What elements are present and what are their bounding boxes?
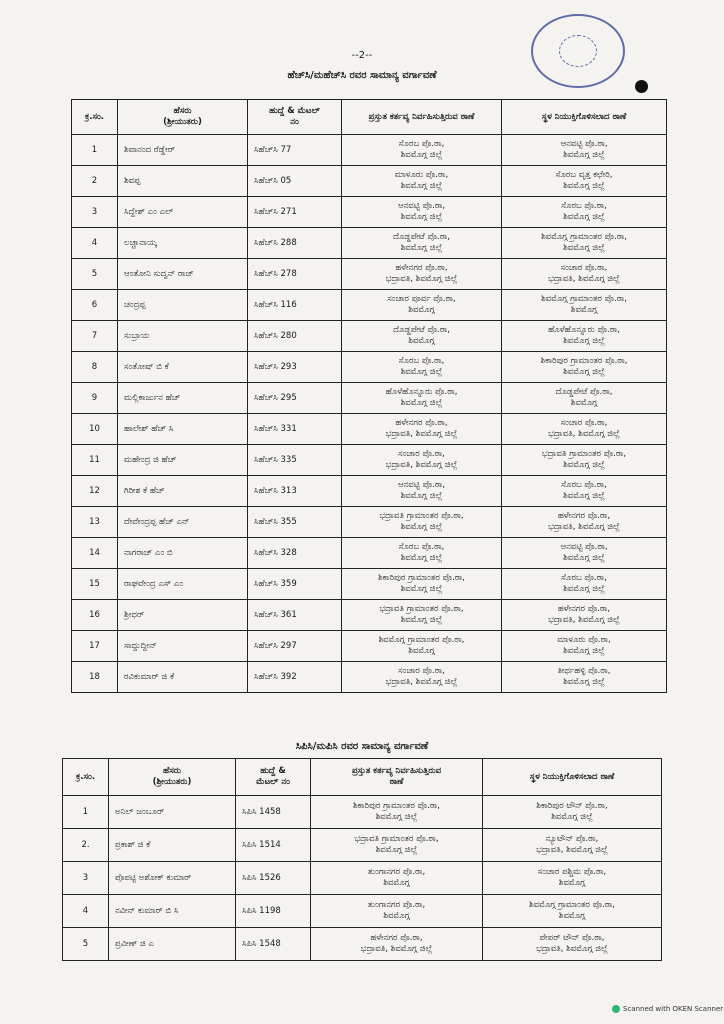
cell-current-station: ಸಂಚಾರ ಪೂರ್ವ ಪೊ.ಠಾ, ಶಿವಮೊಗ್ಗ — [342, 290, 502, 321]
cell-designation: ಸಿಹೆಚ್‌ಸಿ 293 — [248, 352, 342, 383]
cell-name: ಲಚ್ಚಾನಾಯ್ಕ — [118, 228, 248, 259]
cell-sl: 11 — [72, 445, 118, 476]
ink-dot — [635, 80, 648, 93]
cell-designation: ಸಿಹೆಚ್‌ಸಿ 331 — [248, 414, 342, 445]
cell-posted-station: ಸಂಚಾರ ಪೊ.ಠಾ, ಭದ್ರಾವತಿ, ಶಿವಮೊಗ್ಗ ಜಿಲ್ಲೆ — [502, 259, 667, 290]
cell-sl: 1 — [72, 135, 118, 166]
cell-name: ಸಂತೋಷ್ ಬಿ ಕೆ — [118, 352, 248, 383]
table-row — [72, 445, 667, 476]
cell-sl: 5 — [63, 928, 109, 961]
cell-current-station: ಶಿಕಾರಿಪುರ ಗ್ರಾಮಾಂತರ ಪೊ.ಠಾ, ಶಿವಮೊಗ್ಗ ಜಿಲ್ಲೆ — [311, 796, 483, 829]
cell-designation: ಸಿಹೆಚ್‌ಸಿ 335 — [248, 445, 342, 476]
table-row — [72, 631, 667, 662]
cell-designation: ಸಿಹೆಚ್‌ಸಿ 280 — [248, 321, 342, 352]
cell-designation: ಸಿಹೆಚ್‌ಸಿ 355 — [248, 507, 342, 538]
cell-sl: 13 — [72, 507, 118, 538]
header-name: ಹೆಸರು (ಶ್ರೀಯುತರು) — [109, 759, 236, 796]
cell-name: ಸಾದ್ದುದ್ದೀನ್ — [118, 631, 248, 662]
table-row — [72, 476, 667, 507]
cell-current-station: ಹಳೇನಗರ ಪೊ.ಠಾ, ಭದ್ರಾವತಿ, ಶಿವಮೊಗ್ಗ ಜಿಲ್ಲೆ — [342, 259, 502, 290]
hc-transfer-table — [71, 99, 667, 693]
table-row — [72, 600, 667, 631]
pc-transfer-table — [62, 758, 662, 961]
table-header-row — [72, 100, 667, 135]
cell-designation: ಸಿಹೆಚ್‌ಸಿ 278 — [248, 259, 342, 290]
section1-title: ಹೆಚ್‌ಸಿ/ಮಹೆಚ್‌ಸಿ ರವರ ಸಾಮಾನ್ಯ ವರ್ಗಾವಣೆ — [287, 70, 437, 81]
table-row — [72, 197, 667, 228]
cell-posted-station: ಶಿವಮೊಗ್ಗ ಗ್ರಾಮಾಂತರ ಪೊ.ಠಾ, ಶಿವಮೊಗ್ಗ ಜಿಲ್ಲೆ — [502, 228, 667, 259]
cell-posted-station: ದೊಡ್ಡಪೇಟೆ ಪೊ.ಠಾ, ಶಿವಮೊಗ್ಗ — [502, 383, 667, 414]
table-row — [72, 166, 667, 197]
cell-name: ಗಿರೀಶ ಕೆ ಹೆಚ್ — [118, 476, 248, 507]
cell-posted-station: ಸೊರಬ ಪೊ.ಠಾ, ಶಿವಮೊಗ್ಗ ಜಿಲ್ಲೆ — [502, 197, 667, 228]
table-row — [72, 290, 667, 321]
scanner-logo-icon — [612, 1005, 620, 1013]
cell-current-station: ಸಂಚಾರ ಪೊ.ಠಾ, ಭದ್ರಾವತಿ, ಶಿವಮೊಗ್ಗ ಜಿಲ್ಲೆ — [342, 445, 502, 476]
cell-current-station: ಸಂಚಾರ ಪೊ.ಠಾ, ಭದ್ರಾವತಿ, ಶಿವಮೊಗ್ಗ ಜಿಲ್ಲೆ — [342, 662, 502, 693]
cell-name: ರವಿಕುಮಾರ್ ಜಿ ಕೆ — [118, 662, 248, 693]
cell-sl: 9 — [72, 383, 118, 414]
table-row — [72, 538, 667, 569]
cell-current-station: ಸೊರಬ ಪೊ.ಠಾ, ಶಿವಮೊಗ್ಗ ಜಿಲ್ಲೆ — [342, 538, 502, 569]
cell-name: ಪ್ರವೀಣ್ ಜಿ ಎ — [109, 928, 236, 961]
table-header-row — [63, 759, 662, 796]
cell-posted-station: ಸೊರಬ ವೃತ್ತ ಕಛೇರಿ, ಶಿವಮೊಗ್ಗ ಜಿಲ್ಲೆ — [502, 166, 667, 197]
cell-name: ಮಲ್ಲಿಕಾರ್ಜುನ ಹೆಚ್ — [118, 383, 248, 414]
table-row — [72, 135, 667, 166]
cell-posted-station: ತೀರ್ಥಹಳ್ಳಿ ಪೊ.ಠಾ, ಶಿವಮೊಗ್ಗ ಜಿಲ್ಲೆ — [502, 662, 667, 693]
cell-sl: 17 — [72, 631, 118, 662]
table-row — [63, 895, 662, 928]
section2-title: ಸಿಪಿಸಿ/ಮಪಿಸಿ ರವರ ಸಾಮಾನ್ಯ ವರ್ಗಾವಣೆ — [295, 741, 429, 752]
cell-sl: 7 — [72, 321, 118, 352]
cell-posted-station: ಸೊರಬ ಪೊ.ಠಾ, ಶಿವಮೊಗ್ಗ ಜಿಲ್ಲೆ — [502, 476, 667, 507]
cell-sl: 3 — [63, 862, 109, 895]
table-row — [72, 228, 667, 259]
header-sl: ಕ್ರ.ಸಂ. — [63, 759, 109, 796]
cell-name: ದೇವೇಂದ್ರಪ್ಪ ಹೆಚ್ ಎನ್ — [118, 507, 248, 538]
cell-sl: 15 — [72, 569, 118, 600]
cell-posted-station: ಶಿಕಾರಿಪುರ ಗ್ರಾಮಾಂತರ ಪೊ.ಠಾ, ಶಿವಮೊಗ್ಗ ಜಿಲ್ಲೆ — [502, 352, 667, 383]
cell-designation: ಸಿಹೆಚ್‌ಸಿ 297 — [248, 631, 342, 662]
table-row — [63, 928, 662, 961]
cell-current-station: ಭದ್ರಾವತಿ ಗ್ರಾಮಾಂತರ ಪೊ.ಠಾ, ಶಿವಮೊಗ್ಗ ಜಿಲ್ಲೆ — [342, 600, 502, 631]
cell-posted-station: ನ್ಯೂಟೌನ್ ಪೊ.ಠಾ, ಭದ್ರಾವತಿ, ಶಿವಮೊಗ್ಗ ಜಿಲ್ಲೆ — [483, 829, 662, 862]
cell-current-station: ಆನವಟ್ಟಿ ಪೊ.ಠಾ, ಶಿವಮೊಗ್ಗ ಜಿಲ್ಲೆ — [342, 476, 502, 507]
cell-designation: ಸಿಹೆಚ್‌ಸಿ 361 — [248, 600, 342, 631]
header-name: ಹೆಸರು (ಶ್ರೀಯುತರು) — [118, 100, 248, 135]
cell-designation: ಸಿಪಿಸಿ 1514 — [236, 829, 311, 862]
table-row — [72, 383, 667, 414]
cell-posted-station: ಶಿಕಾರಿಪುರ ಟೌನ್ ಪೊ.ಠಾ, ಶಿವಮೊಗ್ಗ ಜಿಲ್ಲೆ — [483, 796, 662, 829]
cell-designation: ಸಿಹೆಚ್‌ಸಿ 295 — [248, 383, 342, 414]
cell-current-station: ಮಾಳೂರು ಪೊ.ಠಾ, ಶಿವಮೊಗ್ಗ ಜಿಲ್ಲೆ — [342, 166, 502, 197]
cell-name: ಪ್ರಕಾಶ್ ಜಿ ಕೆ — [109, 829, 236, 862]
cell-designation: ಸಿಹೆಚ್‌ಸಿ 288 — [248, 228, 342, 259]
cell-posted-station: ಶಿವಮೊಗ್ಗ ಗ್ರಾಮಾಂತರ ಪೊ.ಠಾ, ಶಿವಮೊಗ್ಗ — [483, 895, 662, 928]
cell-sl: 5 — [72, 259, 118, 290]
cell-posted-station: ಪೇಪರ್ ಟೌನ್ ಪೊ.ಠಾ, ಭದ್ರಾವತಿ, ಶಿವಮೊಗ್ಗ ಜಿಲ್ಲೆ — [483, 928, 662, 961]
cell-posted-station: ಹಳೇನಗರ ಪೊ.ಠಾ, ಭದ್ರಾವತಿ, ಶಿವಮೊಗ್ಗ ಜಿಲ್ಲೆ — [502, 507, 667, 538]
cell-designation: ಸಿಹೆಚ್‌ಸಿ 116 — [248, 290, 342, 321]
cell-sl: 10 — [72, 414, 118, 445]
page-number: --2-- — [351, 50, 373, 61]
cell-name: ಮಹೇಂದ್ರ ಜಿ ಹೆಚ್ — [118, 445, 248, 476]
header-current: ಪ್ರಸ್ತುತ ಕರ್ತವ್ಯ ನಿರ್ವಹಿಸುತ್ತಿರುವ ಠಾಣೆ — [311, 759, 483, 796]
cell-sl: 3 — [72, 197, 118, 228]
cell-name: ಹಾಲೇಶ್ ಹೆಚ್ ಸಿ — [118, 414, 248, 445]
cell-designation: ಸಿಪಿಸಿ 1548 — [236, 928, 311, 961]
cell-sl: 4 — [63, 895, 109, 928]
cell-current-station: ಭದ್ರಾವತಿ ಗ್ರಾಮಾಂತರ ಪೊ.ಠಾ, ಶಿವಮೊಗ್ಗ ಜಿಲ್ಲೆ — [342, 507, 502, 538]
cell-posted-station: ಸೊರಬ ಪೊ.ಠಾ, ಶಿವಮೊಗ್ಗ ಜಿಲ್ಲೆ — [502, 569, 667, 600]
cell-current-station: ಹೊಳೆಹೊನ್ನೂರು ಪೊ.ಠಾ, ಶಿವಮೊಗ್ಗ ಜಿಲ್ಲೆ — [342, 383, 502, 414]
cell-designation: ಸಿಹೆಚ್‌ಸಿ 392 — [248, 662, 342, 693]
header-desig: ಹುದ್ದೆ & ಮೆಟಲ್ ನಂ — [236, 759, 311, 796]
cell-sl: 12 — [72, 476, 118, 507]
header-current: ಪ್ರಸ್ತುತ ಕರ್ತವ್ಯ ನಿರ್ವಹಿಸುತ್ತಿರುವ ಠಾಣೆ — [342, 100, 502, 135]
table-row — [72, 321, 667, 352]
cell-name: ರಾಘವೇಂದ್ರ ಎಸ್ ಎಂ — [118, 569, 248, 600]
cell-name: ನಾಗರಾಜ್ ಎಂ ಬಿ — [118, 538, 248, 569]
cell-posted-station: ಆನವಟ್ಟಿ ಪೊ.ಠಾ, ಶಿವಮೊಗ್ಗ ಜಿಲ್ಲೆ — [502, 135, 667, 166]
cell-name: ಅನಿಲ್ ಜಂಬೂರ್ — [109, 796, 236, 829]
cell-current-station: ಹಳೇನಗರ ಪೊ.ಠಾ, ಭದ್ರಾವತಿ, ಶಿವಮೊಗ್ಗ ಜಿಲ್ಲೆ — [311, 928, 483, 961]
cell-designation: ಸಿಹೆಚ್‌ಸಿ 77 — [248, 135, 342, 166]
table-row — [63, 829, 662, 862]
table-row — [63, 862, 662, 895]
cell-name: ಪೊಪಟ್ಟಿ ಅಶೋಕ್ ಕುಮಾರ್ — [109, 862, 236, 895]
cell-current-station: ಶಿಕಾರಿಪುರ ಗ್ರಾಮಾಂತರ ಪೊ.ಠಾ, ಶಿವಮೊಗ್ಗ ಜಿಲ್ಲೆ — [342, 569, 502, 600]
table-row — [72, 352, 667, 383]
cell-current-station: ದೊಡ್ಡಪೇಟೆ ಪೊ.ಠಾ, ಶಿವಮೊಗ್ಗ ಜಿಲ್ಲೆ — [342, 228, 502, 259]
table-row — [72, 662, 667, 693]
cell-current-station: ಶಿವಮೊಗ್ಗ ಗ್ರಾಮಾಂತರ ಪೊ.ಠಾ, ಶಿವಮೊಗ್ಗ — [342, 631, 502, 662]
table-row — [72, 569, 667, 600]
cell-designation: ಸಿಹೆಚ್‌ಸಿ 271 — [248, 197, 342, 228]
cell-name: ನವೀನ್ ಕುಮಾರ್ ಬಿ ಸಿ — [109, 895, 236, 928]
cell-designation: ಸಿಹೆಚ್‌ಸಿ 328 — [248, 538, 342, 569]
cell-sl: 1 — [63, 796, 109, 829]
cell-sl: 2 — [72, 166, 118, 197]
cell-name: ಆಂತೋನಿ ಸುದ್ವನ್ ರಾಜ್ — [118, 259, 248, 290]
cell-posted-station: ಭದ್ರಾವತಿ ಗ್ರಾಮಾಂತರ ಪೊ.ಠಾ, ಶಿವಮೊಗ್ಗ ಜಿಲ್ಲೆ — [502, 445, 667, 476]
cell-sl: 4 — [72, 228, 118, 259]
cell-current-station: ಆನವಟ್ಟಿ ಪೊ.ಠಾ, ಶಿವಮೊಗ್ಗ ಜಿಲ್ಲೆ — [342, 197, 502, 228]
cell-designation: ಸಿಹೆಚ್‌ಸಿ 313 — [248, 476, 342, 507]
cell-name: ಶಿವಪ್ಪ — [118, 166, 248, 197]
table-row — [63, 796, 662, 829]
cell-sl: 18 — [72, 662, 118, 693]
cell-posted-station: ಮಾಳೂರು ಪೊ.ಠಾ, ಶಿವಮೊಗ್ಗ ಜಿಲ್ಲೆ — [502, 631, 667, 662]
cell-current-station: ಹಳೇನಗರ ಪೊ.ಠಾ, ಭದ್ರಾವತಿ, ಶಿವಮೊಗ್ಗ ಜಿಲ್ಲೆ — [342, 414, 502, 445]
cell-designation: ಸಿಪಿಸಿ 1526 — [236, 862, 311, 895]
header-posted: ಸ್ಥಳ ನಿಯುಕ್ತಿಗೊಳಿಸಲಾದ ಠಾಣೆ — [483, 759, 662, 796]
cell-current-station: ತುಂಗಾನಗರ ಪೊ.ಠಾ, ಶಿವಮೊಗ್ಗ — [311, 895, 483, 928]
cell-posted-station: ಸಂಚಾರ ಪಶ್ಚಿಮ ಪೊ.ಠಾ, ಶಿವಮೊಗ್ಗ — [483, 862, 662, 895]
cell-name: ಶಿವಾನಂದ ರೆಡ್ಡೇರ್ — [118, 135, 248, 166]
header-desig: ಹುದ್ದೆ & ಮೆಟಲ್ ನಂ — [248, 100, 342, 135]
cell-posted-station: ಆನವಟ್ಟಿ ಪೊ.ಠಾ, ಶಿವಮೊಗ್ಗ ಜಿಲ್ಲೆ — [502, 538, 667, 569]
cell-posted-station: ಶಿವಮೊಗ್ಗ ಗ್ರಾಮಾಂತರ ಪೊ.ಠಾ, ಶಿವಮೊಗ್ಗ — [502, 290, 667, 321]
cell-current-station: ಸೊರಬ ಪೊ.ಠಾ, ಶಿವಮೊಗ್ಗ ಜಿಲ್ಲೆ — [342, 135, 502, 166]
table-row — [72, 507, 667, 538]
cell-sl: 14 — [72, 538, 118, 569]
cell-sl: 2. — [63, 829, 109, 862]
scanner-text: Scanned with OKEN Scanner — [623, 1005, 724, 1013]
header-posted: ಸ್ಥಳ ನಿಯುಕ್ತಿಗೊಳಿಸಲಾದ ಠಾಣೆ — [502, 100, 667, 135]
cell-sl: 6 — [72, 290, 118, 321]
cell-posted-station: ಹಳೇನಗರ ಪೊ.ಠಾ, ಭದ್ರಾವತಿ, ಶಿವಮೊಗ್ಗ ಜಿಲ್ಲೆ — [502, 600, 667, 631]
scanner-watermark — [612, 1005, 723, 1013]
cell-posted-station: ಸಂಚಾರ ಪೊ.ಠಾ, ಭದ್ರಾವತಿ, ಶಿವಮೊಗ್ಗ ಜಿಲ್ಲೆ — [502, 414, 667, 445]
table-row — [72, 259, 667, 290]
cell-posted-station: ಹೊಳೆಹೊನ್ನೂರು ಪೊ.ಠಾ, ಶಿವಮೊಗ್ಗ ಜಿಲ್ಲೆ — [502, 321, 667, 352]
cell-current-station: ತುಂಗಾನಗರ ಪೊ.ಠಾ, ಶಿವಮೊಗ್ಗ — [311, 862, 483, 895]
cell-name: ಶ್ರೀಧರ್ — [118, 600, 248, 631]
table-row — [72, 414, 667, 445]
cell-name: ಚಂದ್ರಪ್ಪ — [118, 290, 248, 321]
cell-designation: ಸಿಹೆಚ್‌ಸಿ 05 — [248, 166, 342, 197]
cell-sl: 16 — [72, 600, 118, 631]
cell-designation: ಸಿಹೆಚ್‌ಸಿ 359 — [248, 569, 342, 600]
cell-designation: ಸಿಪಿಸಿ 1458 — [236, 796, 311, 829]
cell-current-station: ಸೊರಬ ಪೊ.ಠಾ, ಶಿವಮೊಗ್ಗ ಜಿಲ್ಲೆ — [342, 352, 502, 383]
cell-sl: 8 — [72, 352, 118, 383]
cell-designation: ಸಿಪಿಸಿ 1198 — [236, 895, 311, 928]
cell-current-station: ಭದ್ರಾವತಿ ಗ್ರಾಮಾಂತರ ಪೊ.ಠಾ, ಶಿವಮೊಗ್ಗ ಜಿಲ್ಲೆ — [311, 829, 483, 862]
header-sl: ಕ್ರ.ಸಂ. — [72, 100, 118, 135]
cell-name: ಸುಬ್ರಾಯ — [118, 321, 248, 352]
cell-name: ಸಿದ್ದೇಶ್ ಎಂ ಎಲ್ — [118, 197, 248, 228]
cell-current-station: ದೊಡ್ಡಪೇಟೆ ಪೊ.ಠಾ, ಶಿವಮೊಗ್ಗ — [342, 321, 502, 352]
